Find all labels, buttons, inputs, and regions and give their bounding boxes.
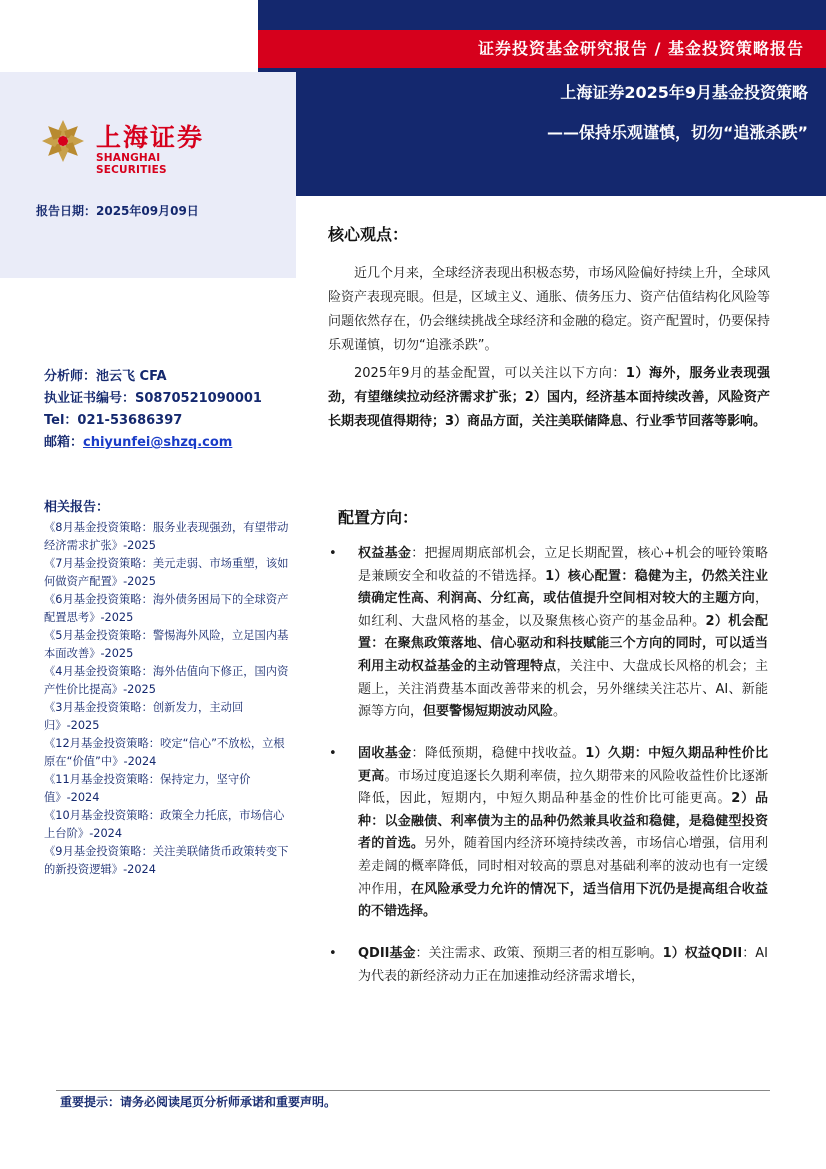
core-views-p2-normal: 2025年9月的基金配置，可以关注以下方向： — [354, 366, 626, 381]
company-logo — [40, 118, 220, 176]
fixed-bold-2: 2）品种：以金融债、利率债为主的品种仍然兼具收益和稳健，是稳健型投资者的首选。 — [358, 791, 768, 852]
allocation-heading: 配置方向： — [338, 508, 419, 527]
qdii-label: QDII基金 — [358, 946, 416, 961]
allocation-list-qdii — [326, 943, 768, 988]
fixed-label: 固收基金 — [358, 746, 412, 761]
allocation-item-equity — [326, 543, 768, 724]
related-report-item[interactable]: 《8月基金投资策略：服务业表现强劲，有望带动经济需求扩张》-2025 — [44, 521, 289, 552]
core-views-p2-bold: 1）海外，服务业表现强劲，有望继续拉动经济需求扩张；2）国内，经济基本面持续改善，风险资产长期表现值得期待；3）商品方面，关注美联储降息、行业季节回落等影响。 — [328, 366, 771, 429]
header-top-band — [258, 0, 826, 30]
footer-notice: 重要提示：请务必阅读尾页分析师承诺和重要声明。 — [60, 1095, 337, 1109]
allocation-item-qdii — [326, 943, 768, 988]
equity-bold-2: 2）机会配置：在聚焦政策落地、信心驱动和科技赋能三个方向的同时，可以适当利用主动权益基金的主动管理特点 — [358, 613, 768, 674]
report-title: 上海证券2025年9月基金投资策略 — [560, 83, 808, 102]
related-reports-heading: 相关报告： — [44, 500, 110, 515]
analyst-tel: Tel：021-53686397 — [44, 413, 183, 428]
report-date: 报告日期：2025年09月09日 — [36, 204, 199, 218]
qdii-text-1: ：关注需求、政策、预期三者的相互影响。 — [415, 946, 663, 961]
report-subtitle: ——保持乐观谨慎，切勿“追涨杀跌” — [546, 123, 808, 142]
logo-mark-icon — [40, 118, 86, 164]
related-report-item[interactable]: 《5月基金投资策略：警惕海外风险，立足国内基本面改善》-2025 — [44, 629, 289, 660]
allocation-list-fixed — [326, 743, 768, 924]
analyst-email-label: 邮箱： — [44, 435, 84, 450]
report-category-bar: 证券投资基金研究报告 / 基金投资策略报告 — [258, 30, 826, 68]
related-report-item[interactable]: 《12月基金投资策略：咬定“信心”不放松，立根原在“价值”中》-2024 — [44, 737, 285, 768]
bullet-icon: • — [329, 946, 337, 961]
fixed-text-3: 另外，随着国内经济环境持续改善，市场信心增强，信用利差走阔的概率降低，同时相对较高的票息对基础利率的波动也有一定缓冲作用， — [358, 836, 768, 897]
allocation-item-fixed-income — [326, 743, 768, 924]
equity-text-3: ，关注中、大盘成长风格的机会；主题上，关注消费基本面改善带来的机会，另外继续关注芯片、AI、新能源等方向， — [358, 658, 768, 720]
core-views-paragraph-2 — [328, 362, 770, 434]
analyst-cert: 执业证书编号：S0870521090001 — [44, 391, 262, 406]
related-report-item[interactable]: 《9月基金投资策略：关注美联储货币政策转变下的新投资逻辑》-2024 — [44, 845, 289, 876]
allocation-list — [326, 543, 768, 724]
equity-bold-1: 1）核心配置：稳健为主，仍然关注业绩确定性高、利润高、分红高，或估值提升空间相对较大的主题方向 — [358, 568, 768, 607]
fixed-text-2: 。市场过度追逐长久期利率债，拉久期带来的风险收益性价比逐渐降低，因此，短期内，中短久期品种基金的性价比可能更高。 — [358, 768, 768, 807]
bullet-icon: • — [329, 746, 337, 761]
related-reports — [44, 496, 290, 879]
qdii-text-2: ：AI为代表的新经济动力正在加速推动经济需求增长， — [358, 946, 768, 984]
related-report-item[interactable]: 《7月基金投资策略：美元走弱、市场重塑，该如何做资产配置》-2025 — [44, 557, 289, 588]
fixed-bold-3: 在风险承受力允许的情况下，适当信用下沉仍是提高组合收益的不错选择。 — [358, 881, 768, 920]
equity-text-4: 。 — [553, 704, 567, 720]
core-views-paragraph-1: 近几个月来，全球经济表现出积极态势，市场风险偏好持续上升，全球风险资产表现亮眼。但是，区域主义、通胀、债务压力、资产估值结构化风险等问题依然存在，仍会继续挑战全球经济和金融的稳定。资产配置时，仍要保持乐观谨慎，切勿“追涨杀跌”。 — [328, 266, 771, 353]
bullet-icon: • — [329, 546, 337, 561]
equity-text-1: ：把握周期底部机会，立足长期配置，核心+机会的哑铃策略是兼顾安全和收益的不错选择。 — [358, 546, 768, 584]
related-report-item[interactable]: 《10月基金投资策略：政策全力托底，市场信心上台阶》-2024 — [44, 809, 285, 840]
related-report-item[interactable]: 《6月基金投资策略：海外债务困局下的全球资产配置思考》-2025 — [44, 593, 289, 624]
footer-divider — [56, 1090, 770, 1091]
qdii-bold-1: 1）权益QDII — [662, 946, 743, 961]
equity-text-2: ，如红利、大盘风格的基金，以及聚焦核心资产的基金品种。 — [358, 591, 768, 629]
equity-bold-3: 但要警惕短期波动风险 — [423, 704, 554, 720]
title-banner — [258, 68, 826, 196]
related-report-item[interactable]: 《4月基金投资策略：海外估值向下修正，国内资产性价比提高》-2025 — [44, 665, 289, 696]
equity-label: 权益基金 — [358, 546, 412, 561]
logo-name-cn: 上海证券 — [96, 123, 205, 152]
logo-name-en: SHANGHAI SECURITIES — [96, 152, 167, 176]
analyst-name: 分析师：池云飞 CFA — [44, 369, 167, 384]
analyst-email-link[interactable]: chiyunfei@shzq.com — [83, 435, 233, 450]
core-views-heading: 核心观点： — [328, 225, 409, 244]
analyst-email-row — [44, 432, 262, 454]
fixed-bold-1: 1）久期：中短久期品种性价比更高 — [358, 746, 768, 784]
analyst-info — [44, 366, 262, 454]
related-report-item[interactable]: 《11月基金投资策略：保持定力，坚守价值》-2024 — [44, 773, 251, 804]
related-report-item[interactable]: 《3月基金投资策略：创新发力，主动回归》-2025 — [44, 701, 244, 732]
fixed-text-1: ：降低预期，稳健中找收益。 — [411, 746, 586, 761]
